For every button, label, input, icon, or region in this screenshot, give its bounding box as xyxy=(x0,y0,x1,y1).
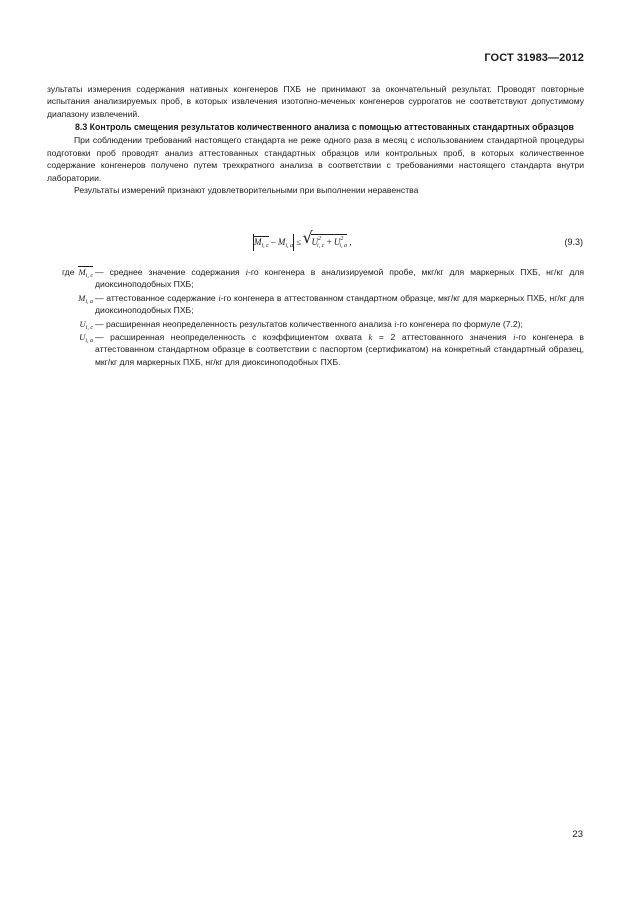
def-text-part: -го конгенера по формуле (7.2); xyxy=(396,318,523,329)
definition-m-ic xyxy=(47,266,584,291)
term-symbol: M xyxy=(78,267,86,277)
def-text-part: — среднее значение содержания xyxy=(95,267,246,277)
def-text-part: — аттестованное содержание xyxy=(95,292,219,303)
def-text-part: -го конгенера в аттестованном стандартном образце, мкг/кг для маркерных ПХБ, нг/кг для диоксиноподобных ПХБ; xyxy=(95,292,585,316)
formula-end: , xyxy=(347,237,352,247)
definition-u-ic xyxy=(47,318,584,330)
term-subscript: i, a xyxy=(85,338,93,345)
paragraph-criterion: Результаты измерений признают удовлетворительными при выполнении неравенства xyxy=(74,185,419,196)
definition-text xyxy=(95,318,584,330)
term-symbol: M xyxy=(78,292,86,303)
term-symbol: U xyxy=(79,332,86,343)
where-label: где xyxy=(61,267,75,277)
u-ic-power: 2 xyxy=(317,236,321,242)
definition-term xyxy=(47,292,93,308)
radical-sign: √ xyxy=(302,228,313,247)
plus-sign: + xyxy=(324,237,334,247)
u-ic-subscript: i, c xyxy=(316,243,325,249)
definitions-list xyxy=(47,266,584,369)
def-italic-i: i xyxy=(245,267,249,277)
paragraph-procedure: При соблюдении требований настоящего стандарта не реже одного раза в месяц с использованием стандартной процедуры подготовки проб проводят анализ аттестованных стандартных образцов или контрольных проб, в которых количественное содержание конгенеров получено путем трехкратного анализа в соответствии с требованиями настоящего стандарта внутри лаборатории. xyxy=(47,135,584,183)
page-number: 23 xyxy=(572,829,583,840)
def-italic-i: i xyxy=(394,318,397,329)
u-ic: U xyxy=(311,237,318,247)
m-ic: M xyxy=(254,237,262,247)
definition-term xyxy=(47,331,93,347)
leq-sign: ≤ xyxy=(294,237,304,247)
radicand xyxy=(311,234,347,249)
definition-text xyxy=(95,331,584,368)
term-subscript: i, a xyxy=(85,298,93,305)
paragraph-continuation: зультаты измерения содержания нативных конгенеров ПХБ не принимают за окончательный результат. Проводят повторные испытания анализируемых проб, в которых извлечения изотопно-меченых конгенеров суррогатов не соответствуют допустимому диапазону извлечений. xyxy=(47,84,584,119)
u-ia: U xyxy=(333,237,341,247)
def-italic-i: i xyxy=(218,292,221,303)
definition-text xyxy=(95,266,584,291)
mean-symbol xyxy=(254,236,269,247)
term-subscript: i, c xyxy=(85,273,93,279)
m-ia-subscript: i, a xyxy=(285,243,294,249)
sqrt-expression xyxy=(302,228,348,249)
definition-u-ia xyxy=(47,331,584,368)
term-symbol: U xyxy=(79,318,86,329)
definition-text xyxy=(95,292,584,317)
formula-number: (9.3) xyxy=(564,237,583,247)
definition-m-ia xyxy=(47,292,584,317)
def-text-part: -го конгенера в аттестованном стандартном образце в соответствии с паспортом (сертификатом) на конкретный стандартный образец, мкг/кг для маркерных ПХБ, нг/кг для диоксиноподобных ПХБ. xyxy=(95,332,584,367)
u-ia-power: 2 xyxy=(340,236,344,242)
body-text-top xyxy=(47,83,584,196)
def-text-part: -го конгенера в анализируемой пробе, мкг/кг для маркерных ПХБ, нг/кг для диоксиноподобных ПХБ; xyxy=(95,267,584,290)
m-ia: M xyxy=(277,237,286,247)
def-text-part: — расширенная неопределенность с коэффициентом охвата xyxy=(95,332,369,343)
document-header: ГОСТ 31983—2012 xyxy=(484,52,584,64)
section-heading: 8.3 Контроль смещения результатов количественного анализа с помощью аттестованных стандартных образцов xyxy=(75,122,574,133)
def-italic-k: k xyxy=(368,332,373,343)
formula-expression xyxy=(253,228,352,254)
term-subscript: i, c xyxy=(85,324,93,331)
def-italic-i: i xyxy=(513,332,516,343)
definition-term xyxy=(47,266,93,282)
formula-9-3 xyxy=(0,228,630,256)
def-text-part: — расширенная неопределенность результатов количественного анализа xyxy=(95,318,395,329)
u-ia-subscript: i, a xyxy=(339,243,348,249)
m-ic-subscript: i, c xyxy=(261,243,269,249)
minus-sign: – xyxy=(268,237,278,247)
def-text-part: = 2 аттестованного значения xyxy=(372,332,514,343)
